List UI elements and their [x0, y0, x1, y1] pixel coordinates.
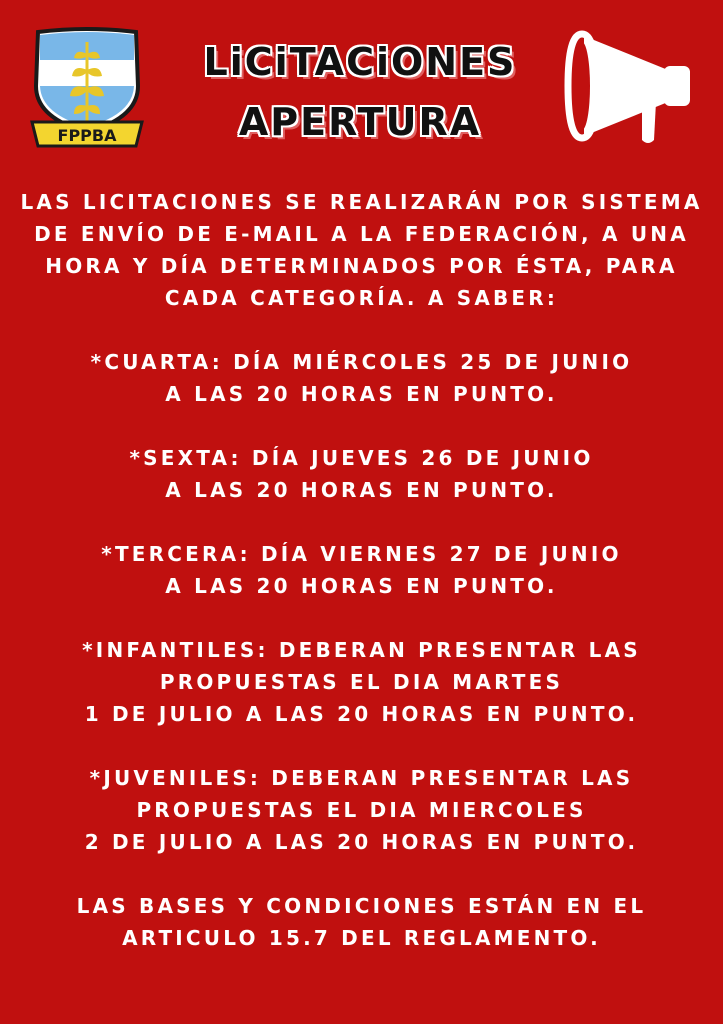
sexta-line: *SEXTA: DÍA JUEVES 26 DE JUNIO — [129, 446, 594, 470]
intro-line: HORA Y DÍA DETERMINADOS POR ÉSTA, PARA — [45, 254, 678, 278]
infantiles-line: PROPUESTAS EL DIA MARTES — [159, 670, 564, 694]
intro-line: CADA CATEGORÍA. A SABER: — [164, 286, 559, 310]
juveniles-paragraph — [10, 762, 713, 858]
bases-paragraph — [10, 890, 713, 954]
infantiles-paragraph — [10, 634, 713, 730]
bases-line: LAS BASES Y CONDICIONES ESTÁN EN EL — [76, 894, 647, 918]
infantiles-line: *INFANTILES: DEBERAN PRESENTAR LAS — [82, 638, 641, 662]
cuarta-line: *CUARTA: DÍA MIÉRCOLES 25 DE JUNIO — [90, 350, 633, 374]
fppba-logo — [30, 26, 144, 150]
logo-label: FPPBA — [57, 126, 117, 145]
sexta-paragraph — [10, 442, 713, 506]
intro-line: LAS LICITACIONES SE REALIZARÁN POR SISTEMA — [20, 190, 703, 214]
infantiles-line: 1 DE JULIO A LAS 20 HORAS EN PUNTO. — [84, 702, 639, 726]
cuarta-paragraph — [10, 346, 713, 410]
sexta-line: A LAS 20 HORAS EN PUNTO. — [165, 478, 558, 502]
tercera-paragraph — [10, 538, 713, 602]
juveniles-line: PROPUESTAS EL DIA MIERCOLES — [136, 798, 587, 822]
cuarta-line: A LAS 20 HORAS EN PUNTO. — [165, 382, 558, 406]
title-line-1: LiCiTACiONES — [203, 40, 517, 84]
tercera-line: *TERCERA: DÍA VIERNES 27 DE JUNIO — [101, 542, 622, 566]
bases-line: ARTICULO 15.7 DEL REGLAMENTO. — [122, 926, 601, 950]
tercera-line: A LAS 20 HORAS EN PUNTO. — [165, 574, 558, 598]
juveniles-line: *JUVENILES: DEBERAN PRESENTAR LAS — [89, 766, 634, 790]
juveniles-line: 2 DE JULIO A LAS 20 HORAS EN PUNTO. — [84, 830, 639, 854]
intro-paragraph — [10, 186, 713, 314]
title-line-2: APERTURA — [238, 100, 482, 144]
intro-line: DE ENVÍO DE E-MAIL A LA FEDERACIÓN, A UNA — [34, 222, 689, 246]
megaphone-icon — [560, 24, 694, 146]
shield-logo-icon — [30, 26, 144, 150]
announcement-body — [10, 186, 713, 954]
